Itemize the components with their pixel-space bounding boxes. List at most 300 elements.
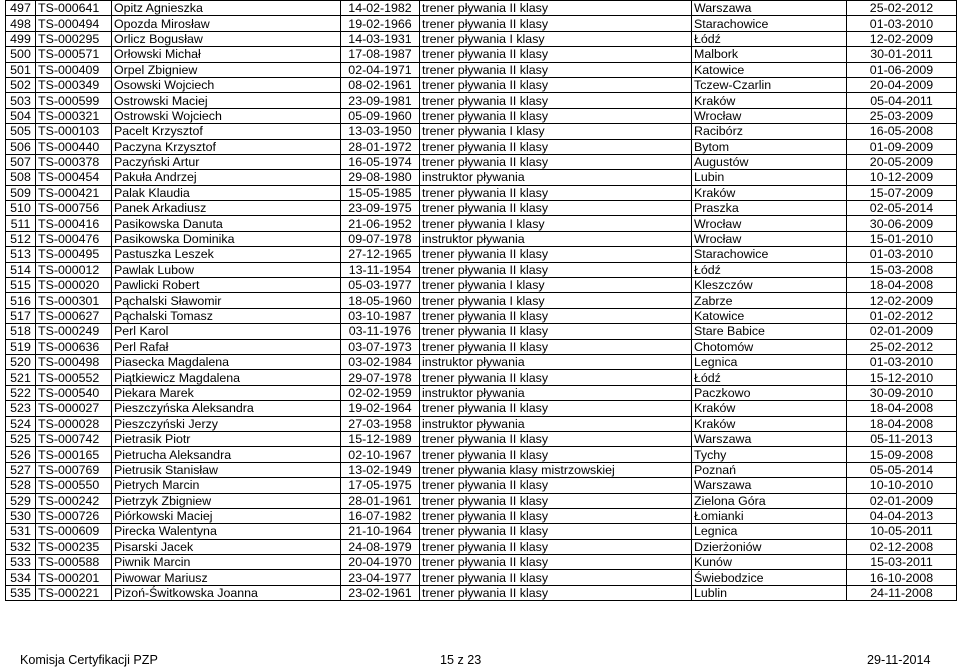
person-name-cell: Pasikowska Danuta — [112, 216, 341, 231]
person-name-cell: Pasikowska Dominika — [112, 231, 341, 246]
row-number-cell: 532 — [6, 539, 36, 554]
table-row — [6, 47, 957, 62]
row-number-cell: 530 — [6, 508, 36, 523]
cert-id-cell: TS-000494 — [36, 16, 112, 31]
cert-date-cell: 01-03-2010 — [847, 16, 957, 31]
person-name-cell: Perl Karol — [112, 324, 341, 339]
birth-date-cell: 13-02-1949 — [341, 462, 420, 477]
table-row — [6, 385, 957, 400]
row-number-cell: 509 — [6, 185, 36, 200]
cert-id-cell: TS-000440 — [36, 139, 112, 154]
table-row — [6, 77, 957, 92]
qualification-cell: instruktor pływania — [420, 416, 692, 431]
cert-id-cell: TS-000742 — [36, 431, 112, 446]
person-name-cell: Pietrasik Piotr — [112, 431, 341, 446]
cert-date-cell: 25-03-2009 — [847, 108, 957, 123]
row-number-cell: 523 — [6, 401, 36, 416]
cert-id-cell: TS-000627 — [36, 308, 112, 323]
cert-date-cell: 30-01-2011 — [847, 47, 957, 62]
cert-id-cell: TS-000103 — [36, 124, 112, 139]
person-name-cell: Piątkiewicz Magdalena — [112, 370, 341, 385]
table-row — [6, 293, 957, 308]
cert-id-cell: TS-000495 — [36, 247, 112, 262]
person-name-cell: Opozda Mirosław — [112, 16, 341, 31]
city-cell: Wrocław — [692, 108, 847, 123]
row-number-cell: 497 — [6, 1, 36, 16]
row-number-cell: 522 — [6, 385, 36, 400]
person-name-cell: Pastuszka Leszek — [112, 247, 341, 262]
birth-date-cell: 29-07-1978 — [341, 370, 420, 385]
table-row — [6, 154, 957, 169]
person-name-cell: Pisarski Jacek — [112, 539, 341, 554]
qualification-cell: trener pływania I klasy — [420, 124, 692, 139]
row-number-cell: 516 — [6, 293, 36, 308]
table-row — [6, 231, 957, 246]
table-row — [6, 401, 957, 416]
cert-date-cell: 05-11-2013 — [847, 431, 957, 446]
city-cell: Łódź — [692, 31, 847, 46]
cert-date-cell: 18-04-2008 — [847, 416, 957, 431]
cert-date-cell: 15-09-2008 — [847, 447, 957, 462]
person-name-cell: Piasecka Magdalena — [112, 354, 341, 369]
cert-id-cell: TS-000165 — [36, 447, 112, 462]
person-name-cell: Pąchalski Sławomir — [112, 293, 341, 308]
birth-date-cell: 03-07-1973 — [341, 339, 420, 354]
cert-id-cell: TS-000636 — [36, 339, 112, 354]
birth-date-cell: 14-02-1982 — [341, 1, 420, 16]
table-row — [6, 555, 957, 570]
cert-date-cell: 12-02-2009 — [847, 293, 957, 308]
person-name-cell: Pieszczyński Jerzy — [112, 416, 341, 431]
cert-date-cell: 02-01-2009 — [847, 324, 957, 339]
cert-id-cell: TS-000012 — [36, 262, 112, 277]
city-cell: Wrocław — [692, 216, 847, 231]
city-cell: Tychy — [692, 447, 847, 462]
birth-date-cell: 05-03-1977 — [341, 278, 420, 293]
table-row — [6, 247, 957, 262]
birth-date-cell: 15-05-1985 — [341, 185, 420, 200]
qualification-cell: trener pływania II klasy — [420, 77, 692, 92]
qualification-cell: trener pływania II klasy — [420, 139, 692, 154]
cert-id-cell: TS-000476 — [36, 231, 112, 246]
cert-date-cell: 05-05-2014 — [847, 462, 957, 477]
birth-date-cell: 27-12-1965 — [341, 247, 420, 262]
birth-date-cell: 08-02-1961 — [341, 77, 420, 92]
table-row — [6, 462, 957, 477]
person-name-cell: Pietrusik Stanisław — [112, 462, 341, 477]
cert-date-cell: 15-03-2008 — [847, 262, 957, 277]
birth-date-cell: 20-04-1970 — [341, 555, 420, 570]
cert-date-cell: 15-12-2010 — [847, 370, 957, 385]
person-name-cell: Osowski Wojciech — [112, 77, 341, 92]
person-name-cell: Orlicz Bogusław — [112, 31, 341, 46]
city-cell: Zielona Góra — [692, 493, 847, 508]
qualification-cell: trener pływania II klasy — [420, 1, 692, 16]
qualification-cell: trener pływania I klasy — [420, 216, 692, 231]
person-name-cell: Paczyński Artur — [112, 154, 341, 169]
qualification-cell: trener pływania II klasy — [420, 401, 692, 416]
city-cell: Augustów — [692, 154, 847, 169]
city-cell: Stare Babice — [692, 324, 847, 339]
city-cell: Kraków — [692, 93, 847, 108]
cert-id-cell: TS-000550 — [36, 478, 112, 493]
table-row — [6, 201, 957, 216]
cert-date-cell: 01-09-2009 — [847, 139, 957, 154]
cert-id-cell: TS-000609 — [36, 524, 112, 539]
certification-table — [5, 0, 957, 601]
cert-date-cell: 25-02-2012 — [847, 1, 957, 16]
qualification-cell: instruktor pływania — [420, 354, 692, 369]
row-number-cell: 517 — [6, 308, 36, 323]
city-cell: Warszawa — [692, 1, 847, 16]
qualification-cell: trener pływania II klasy — [420, 324, 692, 339]
birth-date-cell: 02-02-1959 — [341, 385, 420, 400]
cert-id-cell: TS-000349 — [36, 77, 112, 92]
row-number-cell: 512 — [6, 231, 36, 246]
person-name-cell: Pirecka Walentyna — [112, 524, 341, 539]
birth-date-cell: 23-02-1961 — [341, 585, 420, 600]
row-number-cell: 515 — [6, 278, 36, 293]
qualification-cell: trener pływania II klasy — [420, 555, 692, 570]
person-name-cell: Opitz Agnieszka — [112, 1, 341, 16]
cert-date-cell: 10-05-2011 — [847, 524, 957, 539]
birth-date-cell: 05-09-1960 — [341, 108, 420, 123]
birth-date-cell: 15-12-1989 — [341, 431, 420, 446]
cert-id-cell: TS-000571 — [36, 47, 112, 62]
table-row — [6, 139, 957, 154]
city-cell: Lublin — [692, 585, 847, 600]
cert-id-cell: TS-000028 — [36, 416, 112, 431]
qualification-cell: trener pływania II klasy — [420, 524, 692, 539]
qualification-cell: trener pływania II klasy — [420, 201, 692, 216]
row-number-cell: 513 — [6, 247, 36, 262]
cert-id-cell: TS-000295 — [36, 31, 112, 46]
city-cell: Starachowice — [692, 247, 847, 262]
person-name-cell: Perl Rafał — [112, 339, 341, 354]
qualification-cell: trener pływania II klasy — [420, 108, 692, 123]
qualification-cell: trener pływania I klasy — [420, 278, 692, 293]
cert-id-cell: TS-000020 — [36, 278, 112, 293]
person-name-cell: Orpel Zbigniew — [112, 62, 341, 77]
city-cell: Poznań — [692, 462, 847, 477]
person-name-cell: Panek Arkadiusz — [112, 201, 341, 216]
person-name-cell: Piekara Marek — [112, 385, 341, 400]
cert-date-cell: 12-02-2009 — [847, 31, 957, 46]
person-name-cell: Pietrucha Aleksandra — [112, 447, 341, 462]
cert-id-cell: TS-000249 — [36, 324, 112, 339]
table-row — [6, 278, 957, 293]
person-name-cell: Ostrowski Wojciech — [112, 108, 341, 123]
birth-date-cell: 16-07-1982 — [341, 508, 420, 523]
cert-id-cell: TS-000588 — [36, 555, 112, 570]
city-cell: Kleszczów — [692, 278, 847, 293]
table-row — [6, 185, 957, 200]
cert-id-cell: TS-000416 — [36, 216, 112, 231]
birth-date-cell: 23-09-1981 — [341, 93, 420, 108]
birth-date-cell: 16-05-1974 — [341, 154, 420, 169]
birth-date-cell: 17-05-1975 — [341, 478, 420, 493]
city-cell: Tczew-Czarlin — [692, 77, 847, 92]
cert-date-cell: 01-06-2009 — [847, 62, 957, 77]
row-number-cell: 514 — [6, 262, 36, 277]
cert-date-cell: 02-05-2014 — [847, 201, 957, 216]
person-name-cell: Pakuła Andrzej — [112, 170, 341, 185]
cert-date-cell: 02-01-2009 — [847, 493, 957, 508]
person-name-cell: Piórkowski Maciej — [112, 508, 341, 523]
table-row — [6, 539, 957, 554]
table-row — [6, 16, 957, 31]
city-cell: Warszawa — [692, 478, 847, 493]
birth-date-cell: 21-10-1964 — [341, 524, 420, 539]
row-number-cell: 498 — [6, 16, 36, 31]
cert-date-cell: 02-12-2008 — [847, 539, 957, 554]
birth-date-cell: 23-04-1977 — [341, 570, 420, 585]
city-cell: Paczkowo — [692, 385, 847, 400]
person-name-cell: Piwnik Marcin — [112, 555, 341, 570]
person-name-cell: Pąchalski Tomasz — [112, 308, 341, 323]
row-number-cell: 518 — [6, 324, 36, 339]
cert-date-cell: 10-10-2010 — [847, 478, 957, 493]
city-cell: Bytom — [692, 139, 847, 154]
row-number-cell: 505 — [6, 124, 36, 139]
qualification-cell: trener pływania II klasy — [420, 539, 692, 554]
person-name-cell: Ostrowski Maciej — [112, 93, 341, 108]
table-row — [6, 370, 957, 385]
row-number-cell: 507 — [6, 154, 36, 169]
qualification-cell: trener pływania I klasy — [420, 293, 692, 308]
table-row — [6, 262, 957, 277]
birth-date-cell: 13-03-1950 — [341, 124, 420, 139]
row-number-cell: 531 — [6, 524, 36, 539]
person-name-cell: Pawlak Lubow — [112, 262, 341, 277]
table-row — [6, 570, 957, 585]
birth-date-cell: 09-07-1978 — [341, 231, 420, 246]
person-name-cell: Palak Klaudia — [112, 185, 341, 200]
cert-date-cell: 20-05-2009 — [847, 154, 957, 169]
qualification-cell: trener pływania II klasy — [420, 339, 692, 354]
qualification-cell: trener pływania II klasy — [420, 62, 692, 77]
row-number-cell: 501 — [6, 62, 36, 77]
row-number-cell: 535 — [6, 585, 36, 600]
table-row — [6, 1, 957, 16]
city-cell: Kraków — [692, 401, 847, 416]
birth-date-cell: 03-10-1987 — [341, 308, 420, 323]
row-number-cell: 519 — [6, 339, 36, 354]
cert-date-cell: 20-04-2009 — [847, 77, 957, 92]
footer-date: 29-11-2014 — [867, 653, 931, 667]
city-cell: Łódź — [692, 370, 847, 385]
row-number-cell: 504 — [6, 108, 36, 123]
cert-date-cell: 16-05-2008 — [847, 124, 957, 139]
cert-date-cell: 01-03-2010 — [847, 247, 957, 262]
birth-date-cell: 03-02-1984 — [341, 354, 420, 369]
birth-date-cell: 03-11-1976 — [341, 324, 420, 339]
cert-date-cell: 18-04-2008 — [847, 401, 957, 416]
cert-date-cell: 16-10-2008 — [847, 570, 957, 585]
qualification-cell: trener pływania II klasy — [420, 570, 692, 585]
cert-date-cell: 30-09-2010 — [847, 385, 957, 400]
city-cell: Łódź — [692, 262, 847, 277]
footer-organization: Komisja Certyfikacji PZP — [20, 653, 158, 667]
qualification-cell: trener pływania klasy mistrzowskiej — [420, 462, 692, 477]
city-cell: Katowice — [692, 62, 847, 77]
cert-id-cell: TS-000769 — [36, 462, 112, 477]
cert-date-cell: 15-03-2011 — [847, 555, 957, 570]
cert-date-cell: 18-04-2008 — [847, 278, 957, 293]
table-row — [6, 585, 957, 600]
birth-date-cell: 02-10-1967 — [341, 447, 420, 462]
qualification-cell: instruktor pływania — [420, 231, 692, 246]
person-name-cell: Orłowski Michał — [112, 47, 341, 62]
cert-id-cell: TS-000409 — [36, 62, 112, 77]
cert-id-cell: TS-000540 — [36, 385, 112, 400]
table-row — [6, 524, 957, 539]
city-cell: Malbork — [692, 47, 847, 62]
table-row — [6, 93, 957, 108]
birth-date-cell: 29-08-1980 — [341, 170, 420, 185]
table-row — [6, 62, 957, 77]
city-cell: Zabrze — [692, 293, 847, 308]
person-name-cell: Pawlicki Robert — [112, 278, 341, 293]
city-cell: Chotomów — [692, 339, 847, 354]
cert-id-cell: TS-000756 — [36, 201, 112, 216]
cert-date-cell: 05-04-2011 — [847, 93, 957, 108]
row-number-cell: 533 — [6, 555, 36, 570]
row-number-cell: 527 — [6, 462, 36, 477]
cert-id-cell: TS-000027 — [36, 401, 112, 416]
row-number-cell: 526 — [6, 447, 36, 462]
birth-date-cell: 28-01-1961 — [341, 493, 420, 508]
row-number-cell: 528 — [6, 478, 36, 493]
qualification-cell: trener pływania II klasy — [420, 262, 692, 277]
person-name-cell: Pacelt Krzysztof — [112, 124, 341, 139]
city-cell: Starachowice — [692, 16, 847, 31]
cert-date-cell: 10-12-2009 — [847, 170, 957, 185]
qualification-cell: trener pływania II klasy — [420, 447, 692, 462]
table-row — [6, 508, 957, 523]
city-cell: Legnica — [692, 354, 847, 369]
qualification-cell: instruktor pływania — [420, 170, 692, 185]
person-name-cell: Pietrych Marcin — [112, 478, 341, 493]
birth-date-cell: 27-03-1958 — [341, 416, 420, 431]
cert-id-cell: TS-000201 — [36, 570, 112, 585]
qualification-cell: trener pływania II klasy — [420, 585, 692, 600]
row-number-cell: 502 — [6, 77, 36, 92]
cert-id-cell: TS-000726 — [36, 508, 112, 523]
qualification-cell: trener pływania II klasy — [420, 16, 692, 31]
birth-date-cell: 14-03-1931 — [341, 31, 420, 46]
row-number-cell: 508 — [6, 170, 36, 185]
qualification-cell: trener pływania II klasy — [420, 185, 692, 200]
birth-date-cell: 17-08-1987 — [341, 47, 420, 62]
row-number-cell: 524 — [6, 416, 36, 431]
cert-id-cell: TS-000552 — [36, 370, 112, 385]
qualification-cell: trener pływania II klasy — [420, 493, 692, 508]
city-cell: Dzierżoniów — [692, 539, 847, 554]
cert-date-cell: 15-01-2010 — [847, 231, 957, 246]
table-row — [6, 31, 957, 46]
birth-date-cell: 02-04-1971 — [341, 62, 420, 77]
table-row — [6, 416, 957, 431]
person-name-cell: Pieszczyńska Aleksandra — [112, 401, 341, 416]
table-row — [6, 216, 957, 231]
row-number-cell: 503 — [6, 93, 36, 108]
birth-date-cell: 28-01-1972 — [341, 139, 420, 154]
cert-id-cell: TS-000221 — [36, 585, 112, 600]
birth-date-cell: 23-09-1975 — [341, 201, 420, 216]
cert-date-cell: 04-04-2013 — [847, 508, 957, 523]
city-cell: Kraków — [692, 416, 847, 431]
qualification-cell: trener pływania II klasy — [420, 508, 692, 523]
cert-id-cell: TS-000378 — [36, 154, 112, 169]
row-number-cell: 511 — [6, 216, 36, 231]
qualification-cell: instruktor pływania — [420, 385, 692, 400]
row-number-cell: 510 — [6, 201, 36, 216]
table-row — [6, 324, 957, 339]
qualification-cell: trener pływania II klasy — [420, 370, 692, 385]
table-row — [6, 447, 957, 462]
person-name-cell: Paczyna Krzysztof — [112, 139, 341, 154]
city-cell: Praszka — [692, 201, 847, 216]
row-number-cell: 500 — [6, 47, 36, 62]
person-name-cell: Pietrzyk Zbigniew — [112, 493, 341, 508]
city-cell: Lubin — [692, 170, 847, 185]
city-cell: Katowice — [692, 308, 847, 323]
qualification-cell: trener pływania II klasy — [420, 431, 692, 446]
person-name-cell: Pizoń-Świtkowska Joanna — [112, 585, 341, 600]
cert-date-cell: 01-03-2010 — [847, 354, 957, 369]
row-number-cell: 499 — [6, 31, 36, 46]
qualification-cell: trener pływania II klasy — [420, 47, 692, 62]
city-cell: Racibórz — [692, 124, 847, 139]
cert-id-cell: TS-000301 — [36, 293, 112, 308]
person-name-cell: Piwowar Mariusz — [112, 570, 341, 585]
qualification-cell: trener pływania II klasy — [420, 93, 692, 108]
city-cell: Kraków — [692, 185, 847, 200]
city-cell: Legnica — [692, 524, 847, 539]
table-row — [6, 170, 957, 185]
city-cell: Wrocław — [692, 231, 847, 246]
row-number-cell: 521 — [6, 370, 36, 385]
table-row — [6, 354, 957, 369]
page-footer — [0, 651, 960, 669]
city-cell: Warszawa — [692, 431, 847, 446]
qualification-cell: trener pływania II klasy — [420, 308, 692, 323]
cert-id-cell: TS-000421 — [36, 185, 112, 200]
row-number-cell: 520 — [6, 354, 36, 369]
birth-date-cell: 13-11-1954 — [341, 262, 420, 277]
row-number-cell: 534 — [6, 570, 36, 585]
table-row — [6, 339, 957, 354]
table-row — [6, 308, 957, 323]
row-number-cell: 525 — [6, 431, 36, 446]
birth-date-cell: 21-06-1952 — [341, 216, 420, 231]
cert-id-cell: TS-000235 — [36, 539, 112, 554]
row-number-cell: 529 — [6, 493, 36, 508]
cert-id-cell: TS-000242 — [36, 493, 112, 508]
table-row — [6, 124, 957, 139]
birth-date-cell: 19-02-1966 — [341, 16, 420, 31]
cert-id-cell: TS-000641 — [36, 1, 112, 16]
qualification-cell: trener pływania II klasy — [420, 247, 692, 262]
cert-id-cell: TS-000454 — [36, 170, 112, 185]
table-body — [6, 1, 957, 601]
table-row — [6, 108, 957, 123]
qualification-cell: trener pływania II klasy — [420, 478, 692, 493]
footer-page-number: 15 z 23 — [440, 653, 482, 667]
birth-date-cell: 19-02-1964 — [341, 401, 420, 416]
city-cell: Świebodzice — [692, 570, 847, 585]
